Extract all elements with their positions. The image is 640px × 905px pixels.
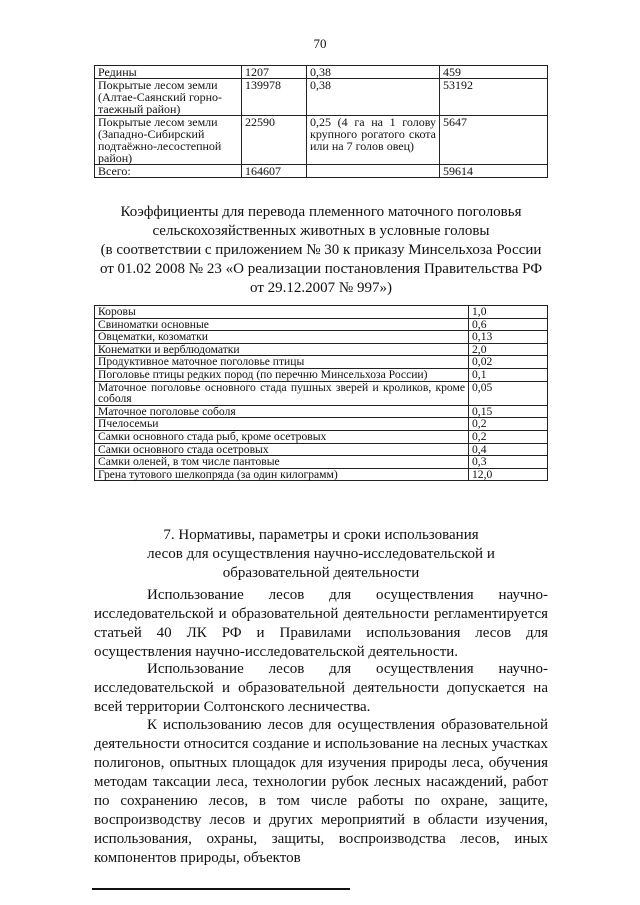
table-cell: Свиноматки основные <box>95 318 469 331</box>
table-cell <box>307 165 440 178</box>
table-cell: Самки основного стада рыб, кроме осетровых <box>95 430 469 443</box>
table-cell: 1,0 <box>469 306 548 319</box>
table-cell: 0,38 <box>307 79 440 116</box>
table-cell: Пчелосемьи <box>95 418 469 431</box>
heading-line: от 29.12.2007 № 997») <box>250 280 392 296</box>
table-cell: Маточное поголовье соболя <box>95 405 469 418</box>
table-row <box>95 456 548 469</box>
table-cell: 1207 <box>242 66 307 79</box>
table-cell: 0,2 <box>469 418 548 431</box>
heading-line: Коэффициенты для перевода племенного маточного поголовья <box>120 204 522 220</box>
table-cell: 0,15 <box>469 405 548 418</box>
table-cell: Поголовье птицы редких пород (по перечню Минсельхоза России) <box>95 368 469 381</box>
land-area-table <box>94 65 548 178</box>
table-cell: Редины <box>95 66 242 79</box>
table-cell: 0,4 <box>469 443 548 456</box>
coefficients-heading <box>94 203 548 298</box>
table-cell: 0,38 <box>307 66 440 79</box>
page-number: 70 <box>313 36 327 51</box>
heading-line: (в соответствии с приложением № 30 к приказу Минсельхоза России <box>100 242 542 258</box>
table-cell: 0,25 (4 га на 1 голову крупного рогатого скота или на 7 голов овец) <box>307 116 440 165</box>
table-cell: 0,6 <box>469 318 548 331</box>
body-paragraph: К использованию лесов для осуществления образовательной деятельности относится создание и использование на лесных участках полигонов, опытных площадок для изучения природы леса, обучения методам таксации леса, технологии рубок лесных насаждений, работ по сохранению лесов, в том числе работы по охране, защите, воспроизводству лесов и других мероприятий в области изучения, использования, охраны, защиты, воспроизводства лесов, иных компонентов природы, объектов <box>94 717 548 866</box>
table-row <box>95 430 548 443</box>
heading-line: сельскохозяйственных животных в условные головы <box>152 223 490 239</box>
table-cell: 12,0 <box>469 468 548 481</box>
table-cell: 5647 <box>440 116 548 165</box>
table-row <box>95 443 548 456</box>
heading-line: от 01.02 2008 № 23 «О реализации постановления Правительства РФ <box>99 261 543 277</box>
table-cell: Покрытые лесом земли (Алтае-Саянский горно-таежный район) <box>95 79 242 116</box>
table-row <box>95 343 548 356</box>
table-row <box>95 356 548 369</box>
table-row <box>95 165 548 178</box>
table-row <box>95 381 548 405</box>
table-row <box>95 368 548 381</box>
heading-line: лесов для осуществления научно-исследовательской и <box>147 546 495 562</box>
table-cell: Покрытые лесом земли (Западно-Сибирский подтаёжно-лесостепной район) <box>95 116 242 165</box>
table-row <box>95 116 548 165</box>
body-paragraph: Использование лесов для осуществления научно-исследовательской и образовательной деятельности регламентируется статьей 40 ЛК РФ и Правилами использования лесов для осуществления научно-исследовательской деятельности. <box>94 587 548 660</box>
table-cell: Самки основного стада осетровых <box>95 443 469 456</box>
table-cell: Коровы <box>95 306 469 319</box>
table-cell: Самки оленей, в том числе пантовые <box>95 456 469 469</box>
table-cell: 59614 <box>440 165 548 178</box>
table-cell: 459 <box>440 66 548 79</box>
table-cell: 0,3 <box>469 456 548 469</box>
table-row <box>95 331 548 344</box>
table-cell: 139978 <box>242 79 307 116</box>
heading-line: 7. Нормативы, параметры и сроки использования <box>163 527 479 543</box>
section-7-heading <box>94 526 548 583</box>
table-cell: Конематки и верблюдоматки <box>95 343 469 356</box>
table-cell: Продуктивное маточное поголовье птицы <box>95 356 469 369</box>
table-cell: 0,13 <box>469 331 548 344</box>
table-cell: Грена тутового шелкопряда (за один килограмм) <box>95 468 469 481</box>
table-cell: Маточное поголовье основного стада пушных зверей и кроликов, кроме соболя <box>95 381 469 405</box>
table-row <box>95 318 548 331</box>
table-row <box>95 79 548 116</box>
table-cell: 2,0 <box>469 343 548 356</box>
coefficients-table <box>94 305 548 481</box>
table-cell: 164607 <box>242 165 307 178</box>
body-paragraph: Использование лесов для осуществления научно-исследовательской и образовательной деятельности допускается на всей территории Солтонского лесничества. <box>94 661 548 715</box>
table-row <box>95 468 548 481</box>
table-cell: 53192 <box>440 79 548 116</box>
heading-line: образовательной деятельности <box>222 565 420 581</box>
table-cell: 22590 <box>242 116 307 165</box>
table-cell: 0,2 <box>469 430 548 443</box>
table-row <box>95 405 548 418</box>
table-row <box>95 66 548 79</box>
table-cell: Всего: <box>95 165 242 178</box>
table-row <box>95 306 548 319</box>
table-cell: Овцематки, козоматки <box>95 331 469 344</box>
table-cell: 0,05 <box>469 381 548 405</box>
table-cell: 0,02 <box>469 356 548 369</box>
table-row <box>95 418 548 431</box>
footer-rule <box>92 888 350 890</box>
table-cell: 0,1 <box>469 368 548 381</box>
